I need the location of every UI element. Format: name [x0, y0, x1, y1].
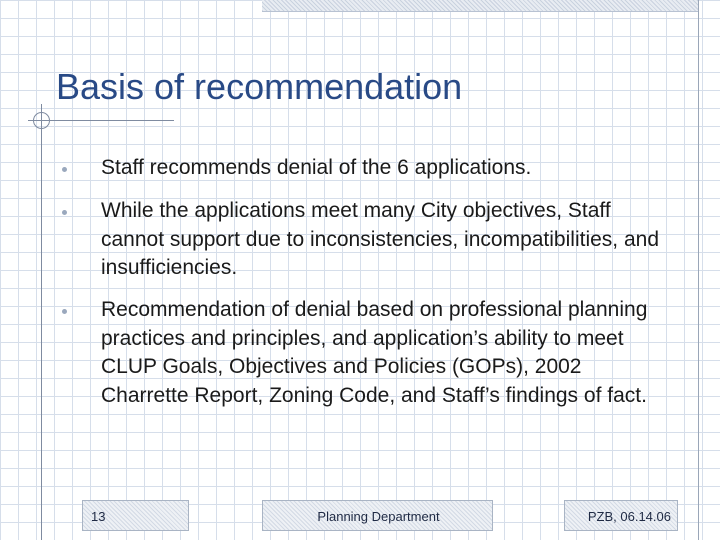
footer-page-number-box — [82, 500, 189, 531]
footer-department: Planning Department — [317, 509, 440, 524]
footer-page-number: 13 — [91, 509, 106, 524]
bullet-text: While the applications meet many City objectives, Staff cannot support due to inconsistencies, incompatibilities, and insufficiencies. — [101, 199, 659, 279]
slide-title: Basis of recommendation — [56, 66, 463, 107]
bullet-dot-icon — [62, 309, 67, 314]
top-decorative-bar — [262, 0, 698, 12]
bullet-dot-icon — [62, 210, 67, 215]
crosshair-vertical-line — [41, 104, 42, 540]
crosshair-circle-icon — [33, 112, 50, 129]
bullet-text: Staff recommends denial of the 6 applications. — [101, 156, 532, 179]
bullet-dot-icon — [62, 167, 67, 172]
footer-date-box — [564, 500, 678, 531]
right-border-line — [698, 0, 699, 540]
footer-date: PZB, 06.14.06 — [587, 509, 671, 524]
bullet-text: Recommendation of denial based on professional planning practices and principles, and application’s ability to meet CLUP Goals, Objectives and Policies (GOPs), 2002 Charrette Report, Zoning Code, and Staff’s findings of fact. — [101, 298, 648, 407]
footer-department-box — [262, 500, 493, 531]
